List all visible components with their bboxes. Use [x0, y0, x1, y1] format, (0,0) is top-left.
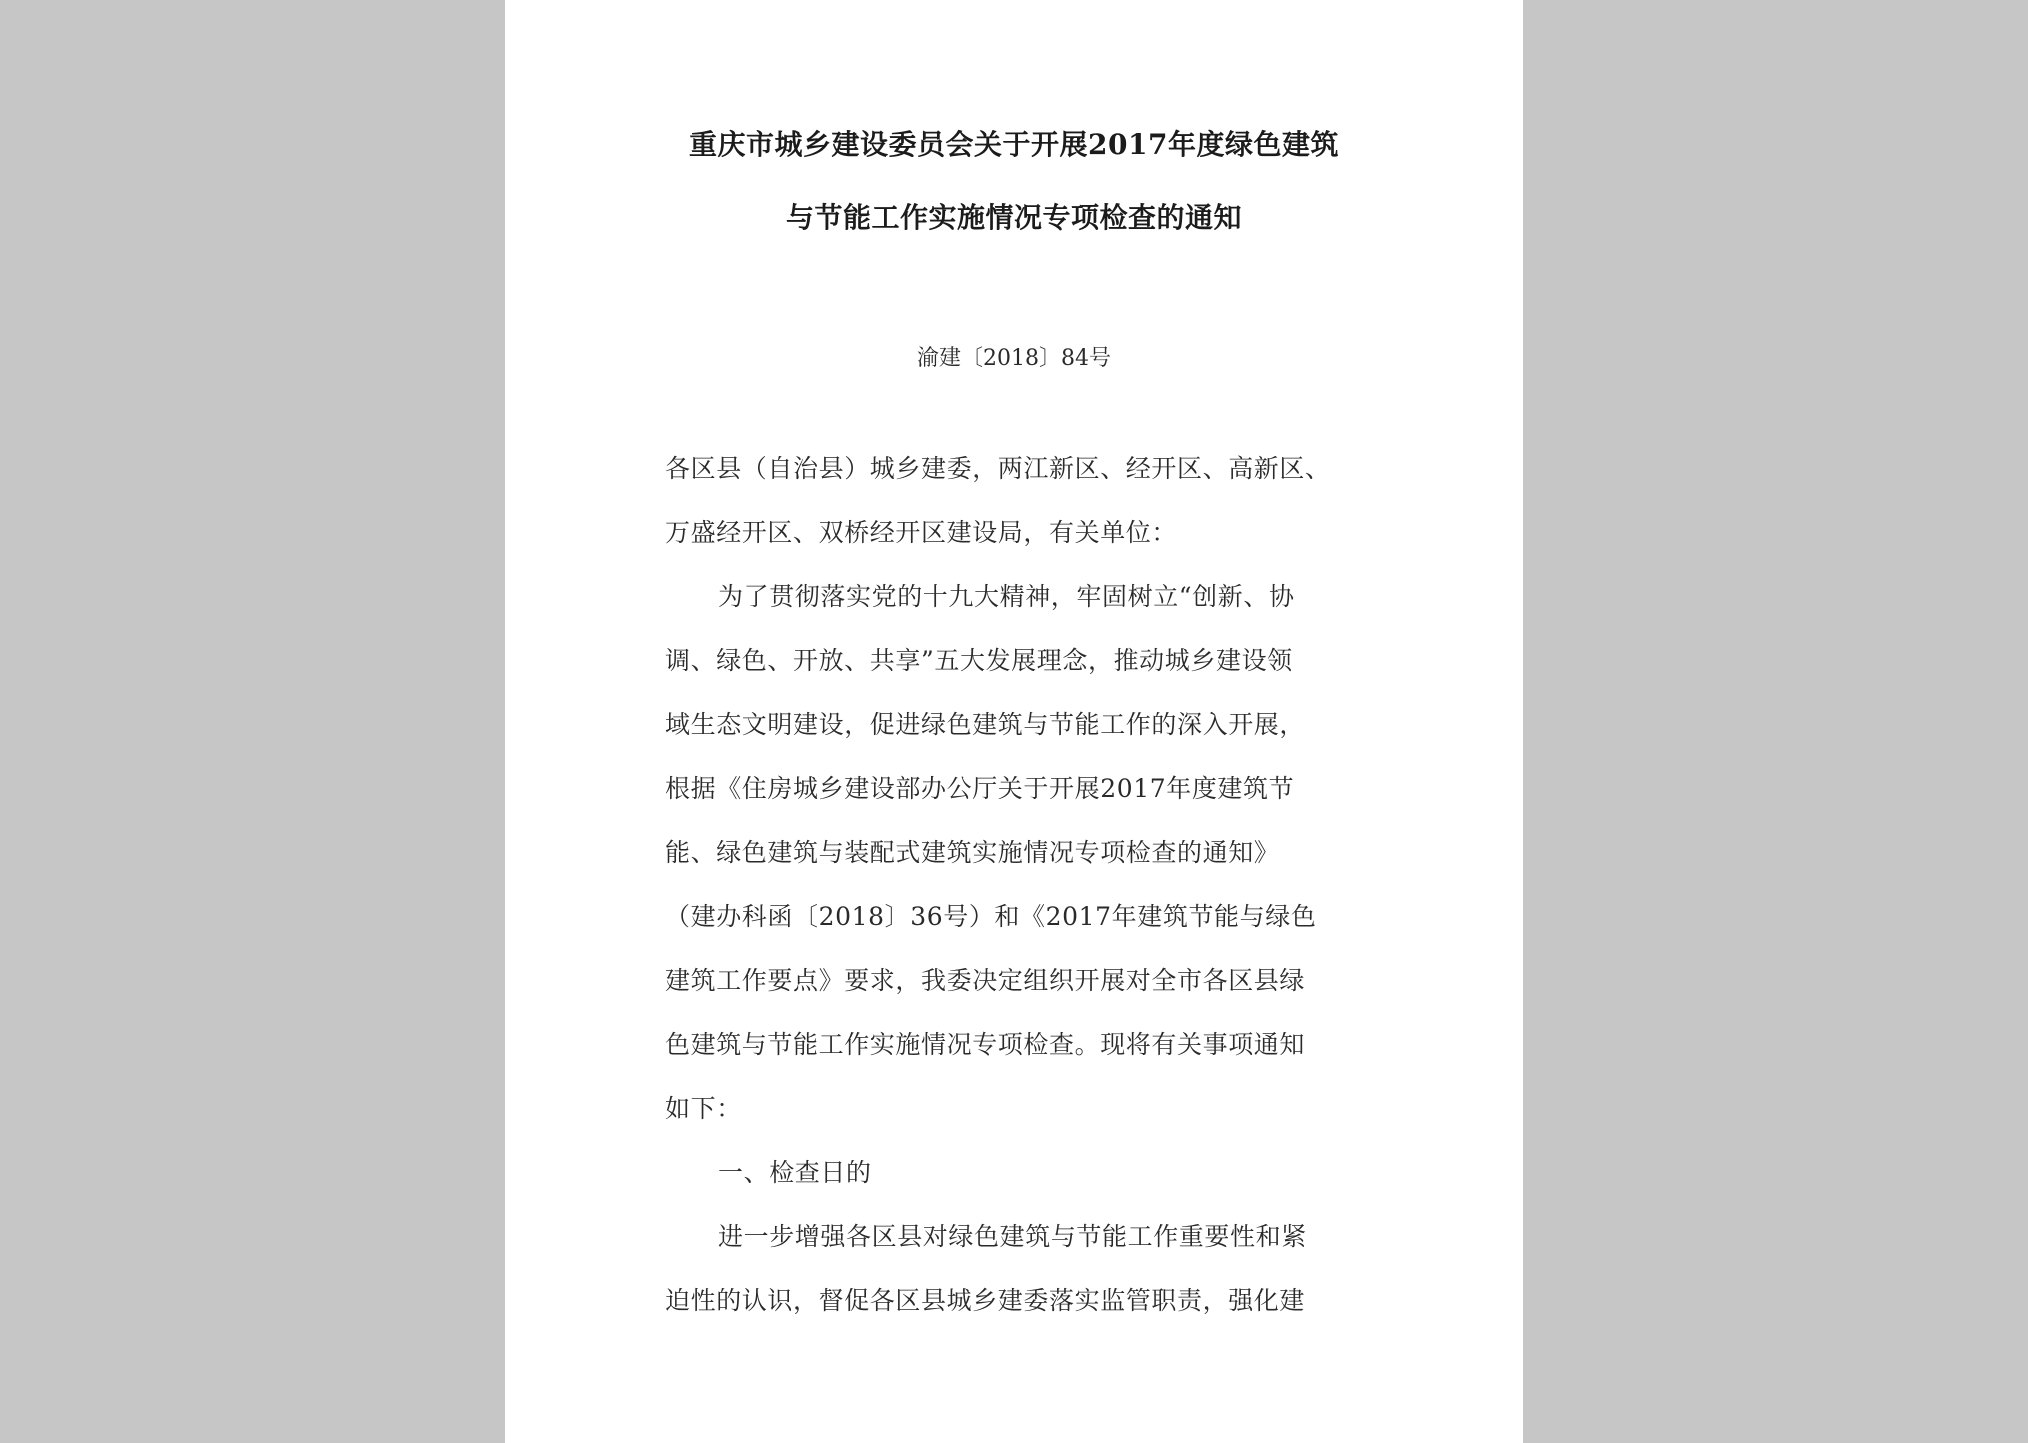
body-line: 色建筑与节能工作实施情况专项检查。现将有关事项通知	[665, 1030, 1306, 1059]
paragraph-first-line: 进一步增强各区县对绿色建筑与节能工作重要性和紧	[718, 1222, 1307, 1251]
body-line: 域生态文明建设，促进绿色建筑与节能工作的深入开展，	[665, 710, 1306, 739]
body-line: 能、绿色建筑与装配式建筑实施情况专项检查的通知》	[665, 838, 1280, 867]
document-page	[505, 0, 1523, 1443]
paragraph-first-line: 为了贯彻落实党的十九大精神，牢固树立“创新、协	[718, 582, 1295, 611]
body-line: 各区县（自治县）城乡建委，两江新区、经开区、高新区、	[665, 454, 1331, 483]
document-number: 渝建〔2018〕84号	[917, 346, 1111, 371]
body-line: 调、绿色、开放、共享”五大发展理念，推动城乡建设领	[665, 646, 1293, 675]
body-line: 万盛经开区、双桥经开区建设局，有关单位：	[665, 518, 1178, 547]
title-line-2: 与节能工作实施情况专项检查的通知	[785, 201, 1242, 234]
body-line: 根据《住房城乡建设部办公厅关于开展2017年度建筑节	[665, 774, 1295, 803]
body-line: 建筑工作要点》要求，我委决定组织开展对全市各区县绿	[665, 966, 1306, 995]
title-line-1: 重庆市城乡建设委员会关于开展2017年度绿色建筑	[689, 128, 1339, 161]
body-line: 如下：	[665, 1094, 742, 1123]
body-line: （建办科函〔2018〕36号）和《2017年建筑节能与绿色	[665, 902, 1317, 931]
body-line: 迫性的认识，督促各区县城乡建委落实监管职责，强化建	[665, 1286, 1306, 1315]
section-heading: 一、检查日的	[718, 1158, 872, 1187]
